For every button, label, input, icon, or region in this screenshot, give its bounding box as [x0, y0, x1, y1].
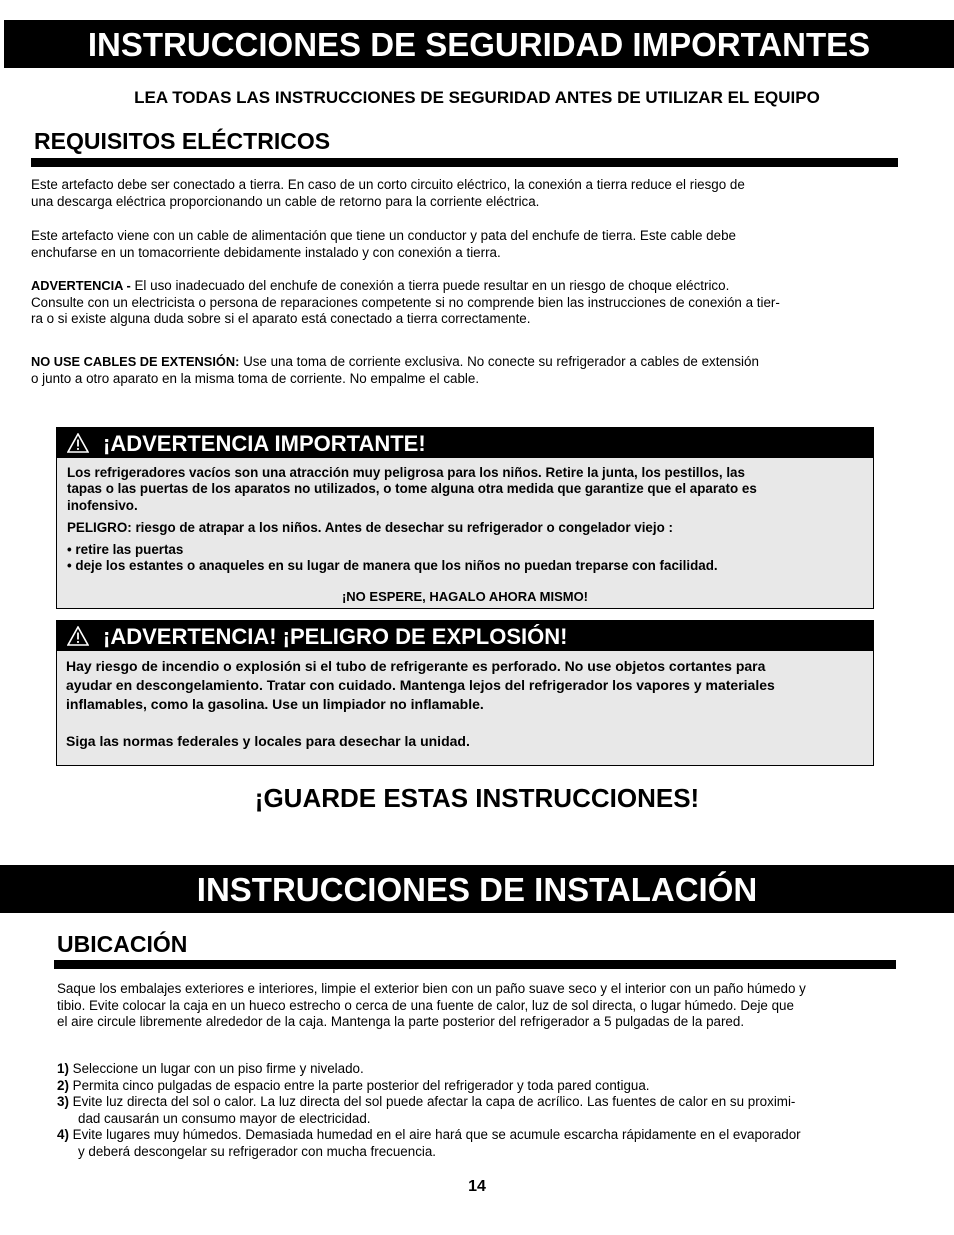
danger-text: PELIGRO: riesgo de atrapar a los niños. Antes de desechar su refrigerador o congelador viejo : — [67, 519, 673, 535]
read-all-instructions: LEA TODAS LAS INSTRUCCIONES DE SEGURIDAD ANTES DE UTILIZAR EL EQUIPO — [134, 88, 820, 107]
explosion-warning-box — [56, 620, 874, 766]
location-steps-list — [57, 1061, 801, 1160]
safety-title-banner — [4, 20, 954, 68]
warning-triangle-icon — [67, 433, 89, 453]
child-hazard-text: Los refrigeradores vacíos son una atracción muy peligrosa para los niños. Retire la junta, los pestillos, las tapas o las puertas de los aparatos no utilizados, o tome alguna otra medida que garantize que el aparato es inofensivo. — [67, 465, 757, 513]
important-warning-box — [56, 427, 874, 609]
power-cord-paragraph: Este artefacto viene con un cable de alimentación que tiene un conductor y pata del enchufe de tierra. Este cable debe enchufarse en un tomacorriente debidamente instalado y con conexión a tierra. — [31, 228, 736, 260]
important-warning-header — [57, 428, 873, 458]
explosion-warning-title: ¡ADVERTENCIA! ¡PELIGRO DE EXPLOSIÓN! — [103, 623, 568, 649]
save-instructions-note: ¡GUARDE ESTAS INSTRUCCIONES! — [254, 783, 700, 813]
location-paragraph: Saque los embalajes exteriores e interiores, limpie el exterior bien con un paño suave seco y el interior con un paño húmedo y tibio. Evite colocar la caja en un hueco estrecho o cerca de una fuente de calor, luz de sol directa, o lugar húmedo. Deje que el aire circule libremente alrededor de la caja. Mantenga la parte posterior del refrigerador a 5 pulgadas de la pared. — [57, 981, 806, 1029]
extension-cord-paragraph: NO USE CABLES DE EXTENSIÓN: Use una toma de corriente exclusiva. No conecte su refrigerador a cables de extensión o junto a otro aparato en la misma toma de corriente. No empalme el cable. — [31, 354, 759, 386]
plug-warning-paragraph: ADVERTENCIA - El uso inadecuado del enchufe de conexión a tierra puede resultar en un riesgo de choque eléctrico. Consulte con un electricista o persona de reparaciones competente si no comprende bien las instrucciones de conexión a tier- ra o si existe alguna duda sobre si el aparato está conectado a tierra correctamente. — [31, 278, 780, 326]
list-item: 4) Evite lugares muy húmedos. Demasiada humedad en el aire hará que se acumule escarcha rápidamente en el evaporador y deberá descongelar su refrigerador con mucha frecuencia. — [57, 1127, 801, 1159]
location-heading: UBICACIÓN — [57, 931, 188, 957]
disposal-steps — [57, 536, 873, 575]
extension-cord-label: NO USE CABLES DE EXTENSIÓN: — [31, 354, 240, 369]
warning-triangle-icon — [67, 626, 89, 646]
explosion-warning-header — [57, 621, 873, 651]
installation-title: INSTRUCCIONES DE INSTALACIÓN — [196, 871, 758, 908]
regulations-text: Siga las normas federales y locales para desechar la unidad. — [66, 733, 470, 749]
page-number: 14 — [468, 1178, 486, 1195]
list-item: • deje los estantes o anaqueles en su lugar de manera que los niños no puedan treparse con facilidad. — [67, 558, 718, 574]
list-item: 2) Permita cinco pulgadas de espacio entre la parte posterior del refrigerador y toda pared contigua. — [57, 1077, 650, 1093]
heading-rule — [31, 158, 898, 167]
installation-title-banner — [0, 865, 954, 913]
list-item: • retire las puertas — [67, 542, 184, 558]
list-item: 3) Evite luz directa del sol o calor. La luz directa del sol puede afectar la capa de acrílico. Las fuentes de calor en su proximi- dad causarán un consumo mayor de electricidad. — [57, 1094, 796, 1126]
electrical-requirements-heading: REQUISITOS ELÉCTRICOS — [34, 128, 331, 154]
important-warning-title: ¡ADVERTENCIA IMPORTANTE! — [103, 430, 426, 456]
list-item: 1) Seleccione un lugar con un piso firme y nivelado. — [57, 1061, 364, 1076]
heading-rule — [54, 960, 896, 969]
grounding-paragraph: Este artefacto debe ser conectado a tierra. En caso de un corto circuito eléctrico, la conexión a tierra reduce el riesgo de una descarga eléctrica proporcionando un cable de retorno para la corriente eléctrica. — [31, 177, 745, 209]
safety-title: INSTRUCCIONES DE SEGURIDAD IMPORTANTES — [87, 26, 871, 63]
do-it-now-text: ¡NO ESPERE, HAGALO AHORA MISMO! — [341, 588, 589, 604]
explosion-hazard-text: Hay riesgo de incendio o explosión si el tubo de refrigerante es perforado. No use objetos cortantes para ayudar en descongelamiento. Tratar con cuidado. Mantenga lejos del refrigerador los vapores y materiales inflamables, como la gasolina. Use un limpiador no inflamable. — [66, 658, 775, 712]
warning-label: ADVERTENCIA - — [31, 278, 131, 293]
